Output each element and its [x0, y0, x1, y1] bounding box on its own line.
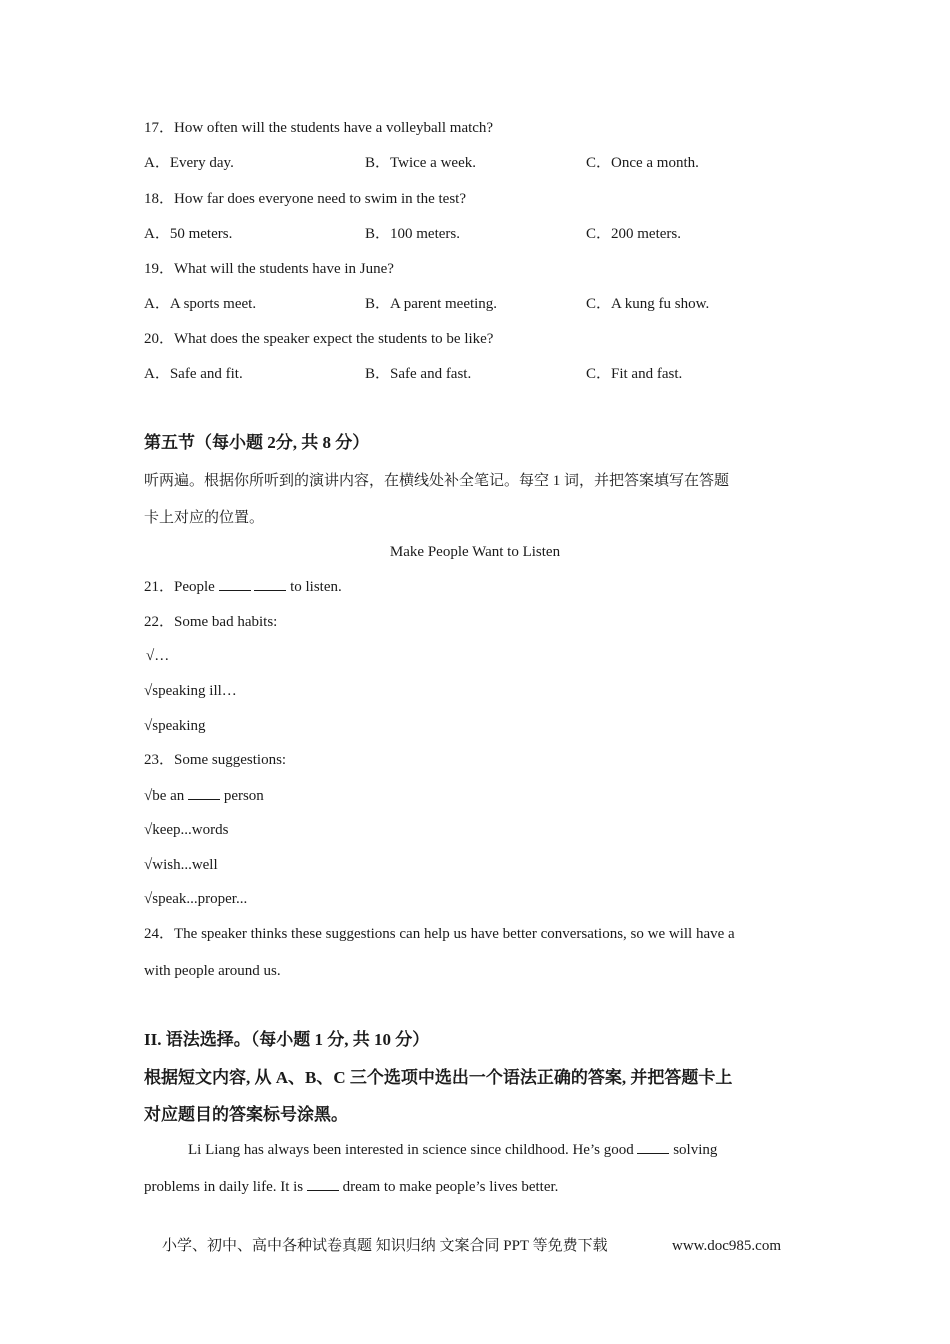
q17-option-c: C．Once a month.: [586, 155, 699, 171]
question-18: 18．How far does everyone need to swim in the test?: [144, 191, 466, 207]
suggestion-1-suffix: person: [223, 788, 264, 804]
q17-option-a: A．Every day.: [144, 155, 234, 171]
question-23: 23．Some suggestions:: [144, 752, 287, 768]
question-19: 19．What will the students have in June?: [144, 261, 394, 277]
q21-suffix: to listen.: [290, 579, 342, 595]
passage-line-2-prefix: problems in daily life. It is: [144, 1179, 304, 1195]
habit-item-3: √speaking: [144, 718, 206, 734]
q19-option-c: C．A kung fu show.: [586, 296, 710, 312]
section5-instruction-1: 听两遍。根据你所听到的演讲内容，在横线处补全笔记。每空 1 词，并把答案填写在答题: [144, 473, 730, 489]
question-21: [144, 577, 342, 597]
section5-instruction-2: 卡上对应的位置。: [144, 510, 265, 526]
answer-blank[interactable]: [188, 787, 220, 800]
passage-line-1-prefix: Li Liang has always been interested in science since childhood. He’s good: [188, 1142, 634, 1158]
suggestion-item-3: √wish...well: [144, 857, 218, 873]
grammar-heading: II. 语法选择。（每小题 1 分, 共 10 分）: [144, 1030, 430, 1049]
q17-option-b: B．Twice a week.: [365, 155, 476, 171]
suggestion-1-prefix: √be an: [144, 788, 185, 804]
grammar-instruction-1: 根据短文内容, 从 A、B、C 三个选项中选出一个语法正确的答案, 并把答题卡上: [144, 1068, 733, 1087]
q20-option-b: B．Safe and fast.: [365, 366, 472, 382]
notes-title: Make People Want to Listen: [389, 544, 561, 560]
suggestion-item-1: [144, 786, 264, 806]
question-20: 20．What does the speaker expect the students to be like?: [144, 331, 494, 347]
q21-prefix: 21．People: [144, 579, 215, 595]
passage-line-2: [144, 1177, 558, 1197]
habit-item-1: √…: [146, 648, 170, 664]
passage-line-2-suffix: dream to make people’s lives better.: [342, 1179, 559, 1195]
question-17: 17．How often will the students have a volleyball match?: [144, 120, 494, 136]
passage-line-1: [188, 1140, 717, 1160]
suggestion-item-4: √speak...proper...: [144, 891, 248, 907]
footer-text: 小学、初中、高中各种试卷真题 知识归纳 文案合同 PPT 等免费下载: [162, 1238, 608, 1254]
q19-option-a: A．A sports meet.: [144, 296, 257, 312]
grammar-instruction-2: 对应题目的答案标号涂黑。: [144, 1105, 348, 1124]
answer-blank[interactable]: [637, 1141, 669, 1154]
q19-option-b: B．A parent meeting.: [365, 296, 498, 312]
answer-blank[interactable]: [219, 578, 251, 591]
question-24-line-2: with people around us.: [144, 963, 281, 979]
footer-url[interactable]: www.doc985.com: [672, 1238, 782, 1254]
suggestion-item-2: √keep...words: [144, 822, 229, 838]
answer-blank[interactable]: [254, 578, 286, 591]
q20-option-a: A．Safe and fit.: [144, 366, 243, 382]
section5-heading: 第五节（每小题 2分, 共 8 分）: [144, 433, 370, 452]
habit-item-2: √speaking ill…: [144, 683, 237, 699]
q18-option-c: C．200 meters.: [586, 226, 681, 242]
q20-option-c: C．Fit and fast.: [586, 366, 683, 382]
question-22: 22．Some bad habits:: [144, 614, 278, 630]
question-24-line-1: 24．The speaker thinks these suggestions can help us have better conversations, so we will have a: [144, 926, 735, 942]
q18-option-a: A．50 meters.: [144, 226, 233, 242]
passage-line-1-suffix: solving: [673, 1142, 718, 1158]
answer-blank[interactable]: [307, 1178, 339, 1191]
q18-option-b: B．100 meters.: [365, 226, 460, 242]
